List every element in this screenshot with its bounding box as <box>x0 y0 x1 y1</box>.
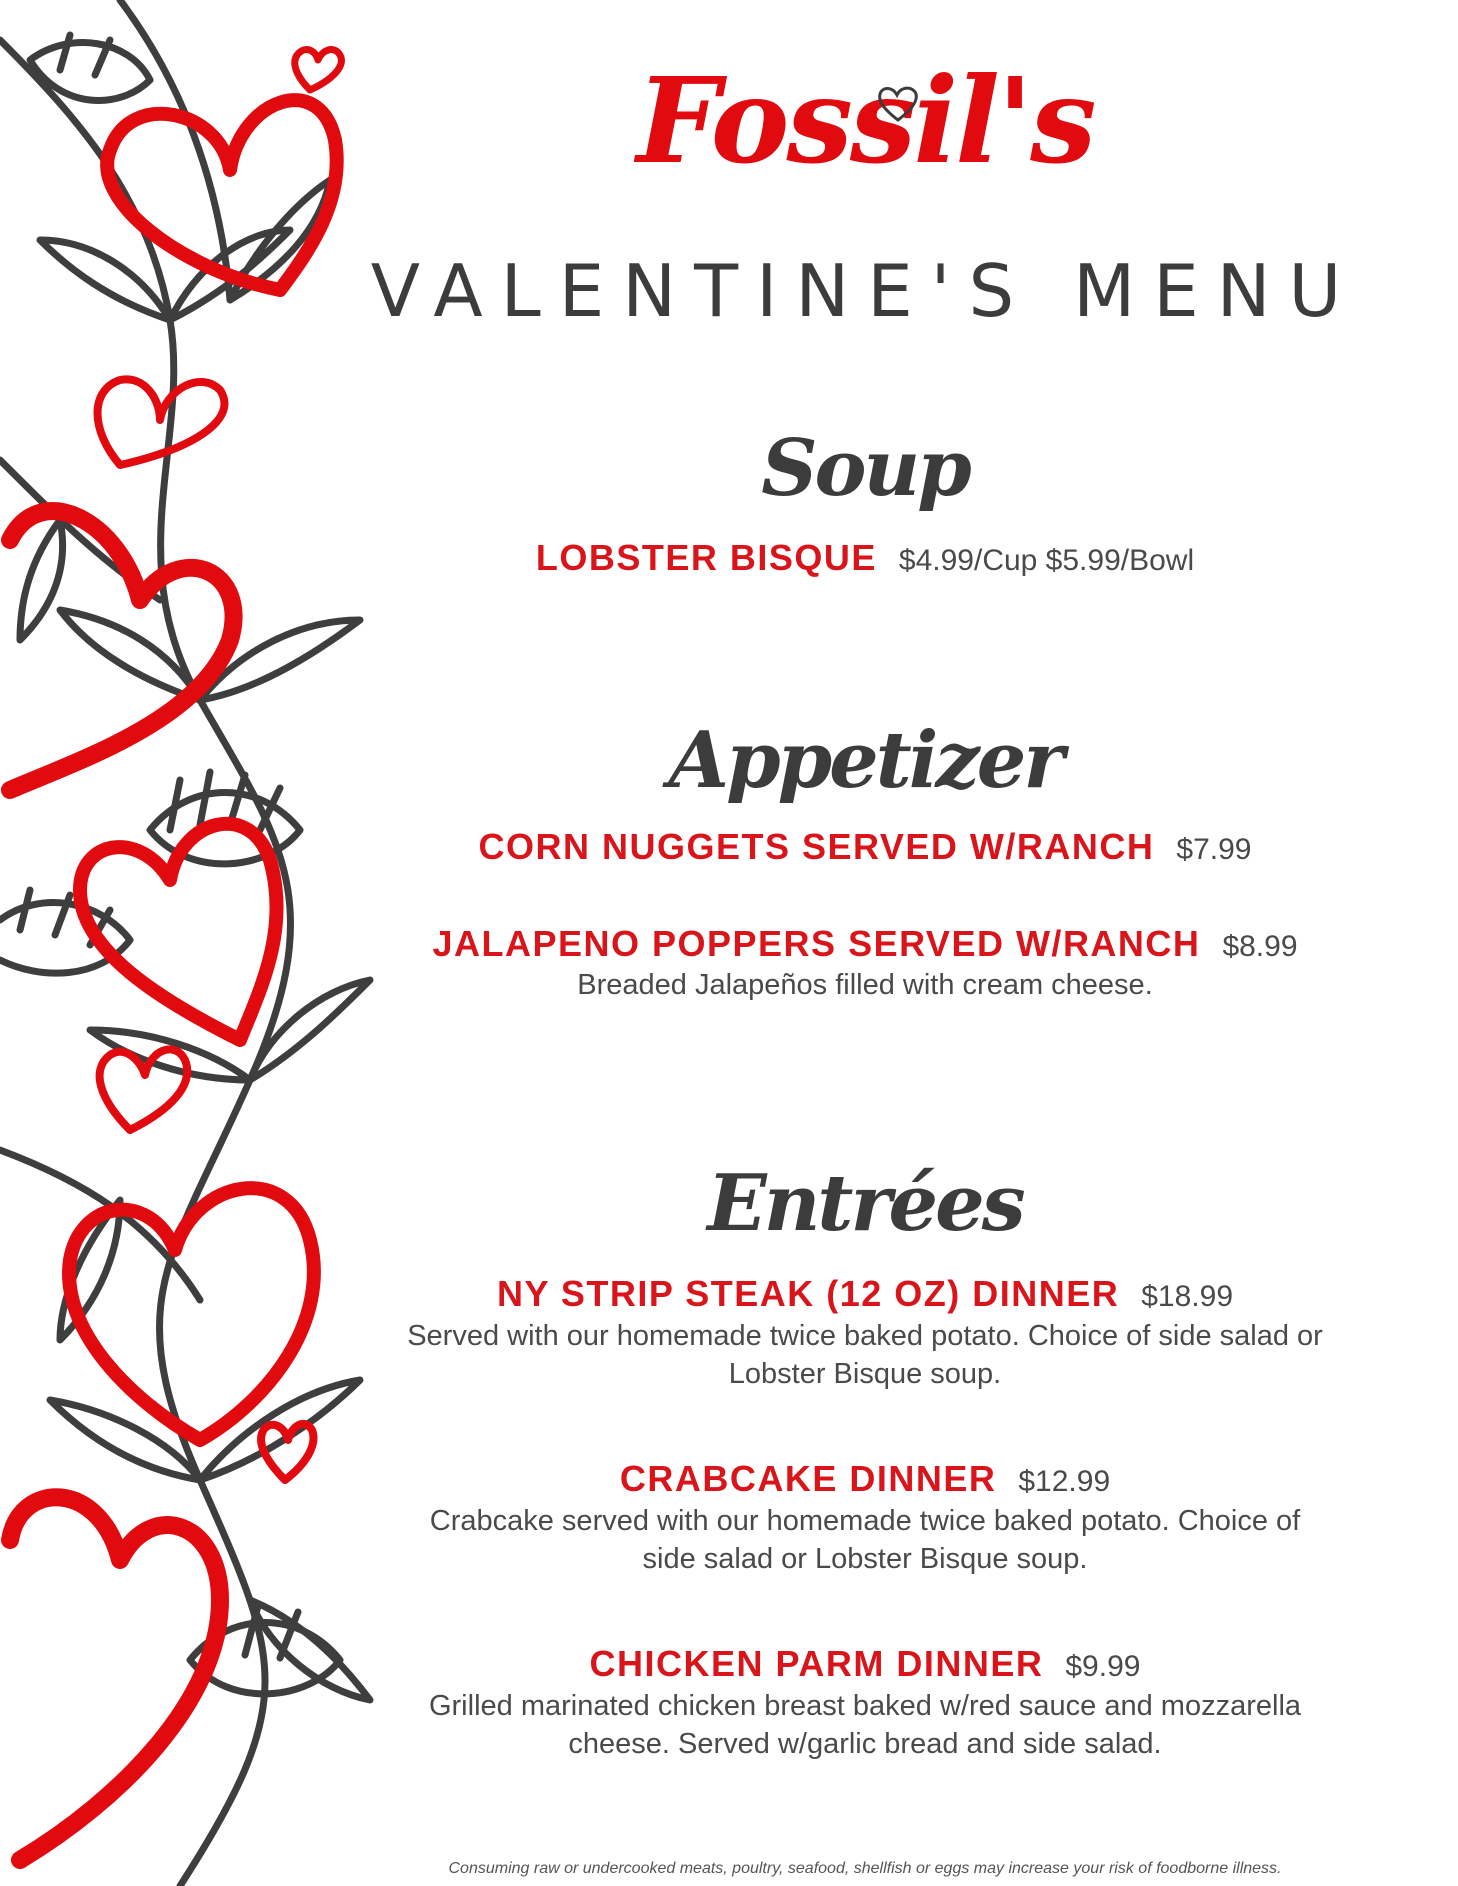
item-description-line: Grilled marinated chicken breast baked w/red sauce and mozzarella <box>428 1690 1302 1722</box>
menu-content <box>350 0 1380 1886</box>
item-description-line: cheese. Served w/garlic bread and side salad. <box>568 1728 1162 1760</box>
menu-title: VALENTINE'S MENU <box>370 249 1360 333</box>
menu-item-ny-strip-steak <box>350 1273 1380 1314</box>
item-description <box>350 1687 1380 1763</box>
item-name: JALAPENO POPPERS SERVED W/RANCH <box>432 923 1201 964</box>
item-price: $8.99 <box>1222 930 1298 963</box>
item-name: NY STRIP STEAK (12 OZ) DINNER <box>496 1273 1120 1314</box>
menu-item-corn-nuggets <box>350 826 1380 867</box>
section-heading-soup: Soup <box>761 423 969 514</box>
menu-item-crabcake <box>350 1458 1380 1499</box>
menu-item-jalapeno-poppers <box>350 923 1380 964</box>
item-description-line: Served with our homemade twice baked potato. Choice of side salad or <box>407 1320 1323 1352</box>
restaurant-name: Fossil's <box>636 51 1094 190</box>
menu-item-lobster-bisque <box>350 537 1380 578</box>
item-description-line: Crabcake served with our homemade twice baked potato. Choice of <box>429 1505 1301 1537</box>
item-name: LOBSTER BISQUE <box>535 537 877 578</box>
item-description-line: Lobster Bisque soup. <box>728 1358 1002 1390</box>
section-heading-appetizer: Appetizer <box>668 715 1062 806</box>
menu-item-chicken-parm <box>350 1643 1380 1684</box>
floral-heart-border <box>0 0 410 1886</box>
item-description-line: side salad or Lobster Bisque soup. <box>642 1543 1088 1575</box>
item-description: Breaded Jalapeños filled with cream cheese. <box>577 969 1153 1001</box>
item-price: $4.99/Cup $5.99/Bowl <box>898 544 1195 577</box>
item-price: $9.99 <box>1065 1650 1141 1683</box>
item-description <box>350 1502 1380 1578</box>
heart-outline-icon <box>875 84 921 124</box>
food-safety-disclaimer: Consuming raw or undercooked meats, poultry, seafood, shellfish or eggs may increase your risk of foodborne illness. <box>448 1860 1282 1877</box>
item-price: $18.99 <box>1141 1280 1234 1313</box>
item-name: CRABCAKE DINNER <box>619 1458 997 1499</box>
item-price: $7.99 <box>1176 833 1252 866</box>
item-name: CHICKEN PARM DINNER <box>589 1643 1044 1684</box>
item-description <box>350 1317 1380 1393</box>
item-price: $12.99 <box>1018 1465 1111 1498</box>
section-heading-entrees: Entrées <box>707 1158 1023 1249</box>
item-name: CORN NUGGETS SERVED W/RANCH <box>478 826 1155 867</box>
flower-line-art-icon <box>0 0 370 1886</box>
